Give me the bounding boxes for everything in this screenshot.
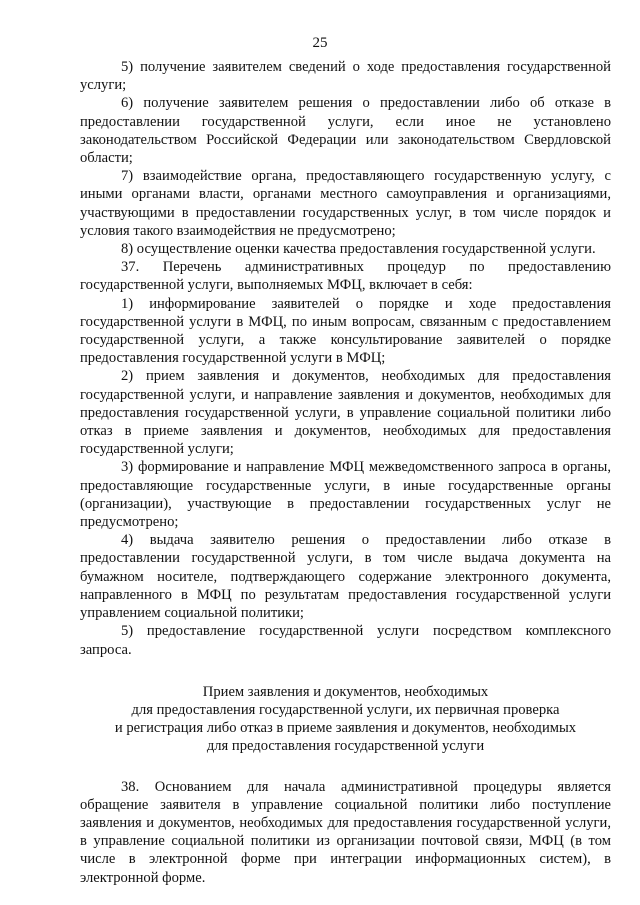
- section-heading-line: для предоставления государственной услуги, их первичная проверка: [131, 701, 560, 718]
- paragraph-item-2-reception: 2) прием заявления и документов, необходимых для предоставления государственной услуги, и направление заявления и документов, необходимых для предоставления государственной услуги, в управление социальной политики либо отказ в приеме заявления и документов, необходимых для предоставления государственной услуги;: [80, 368, 611, 458]
- section-heading: [80, 683, 611, 756]
- paragraph-item-3-interagency-request: 3) формирование и направление МФЦ межведомственного запроса в органы, предоставляющие государственные услуги, в иные государственные органы (организации), участвующие в предоставлении государственных услуг не предусмотрено;: [80, 459, 611, 531]
- paragraph-37-procedures-list: 37. Перечень административных процедур по предоставлению государственной услуги, выполняемых МФЦ, включает в себя:: [80, 259, 611, 294]
- paragraph-item-5-complex-request: 5) предоставление государственной услуги посредством комплексного запроса.: [80, 623, 611, 658]
- page-number: 25: [312, 35, 328, 51]
- paragraph-38-grounds: 38. Основанием для начала административной процедуры является обращение заявителя в управление социальной политики либо поступление заявления и документов, необходимых для предоставления государственной услуги, в управление социальной политики из организации почтовой связи, МФЦ (в том числе в электронной форме при интеграции информационных систем), в электронной форме.: [80, 778, 611, 886]
- paragraph-item-8-quality: 8) осуществление оценки качества предоставления государственной услуги.: [121, 241, 596, 258]
- document-body: [80, 58, 611, 887]
- section-heading-line: Прием заявления и документов, необходимых: [202, 683, 489, 700]
- section-heading-line: для предоставления государственной услуги: [206, 738, 485, 755]
- paragraph-item-6-decision: 6) получение заявителем решения о предоставлении либо об отказе в предоставлении государственной услуги, если иное не установлено законодательством Российской Федерации или законодательством Свердловской области;: [80, 95, 611, 167]
- section-heading-line: и регистрация либо отказ в приеме заявления и документов, необходимых: [114, 720, 577, 737]
- paragraph-item-1-informing: 1) информирование заявителей о порядке и ходе предоставления государственной услуги в МФЦ, по иным вопросам, связанным с предоставлением государственной услуги, а также консультирование заявителей о порядке предоставления государственной услуги в МФЦ;: [80, 295, 611, 367]
- paragraph-item-7-interaction: 7) взаимодействие органа, предоставляющего государственную услугу, с иными органами власти, органами местного самоуправления и организациями, участвующими в предоставлении государственных услуг, в том числе порядок и условия такого взаимодействия не предусмотрено;: [80, 168, 611, 239]
- paragraph-item-4-issuance: 4) выдача заявителю решения о предоставлении либо отказе в предоставлении государственной услуги, в том числе выдача документа на бумажном носителе, подтверждающего содержание электронного документа, направленного в МФЦ по результатам предоставления государственной услуги управлением социальной политики;: [80, 532, 611, 622]
- paragraph-item-5-status-info: 5) получение заявителем сведений о ходе предоставления государственной услуги;: [80, 59, 611, 94]
